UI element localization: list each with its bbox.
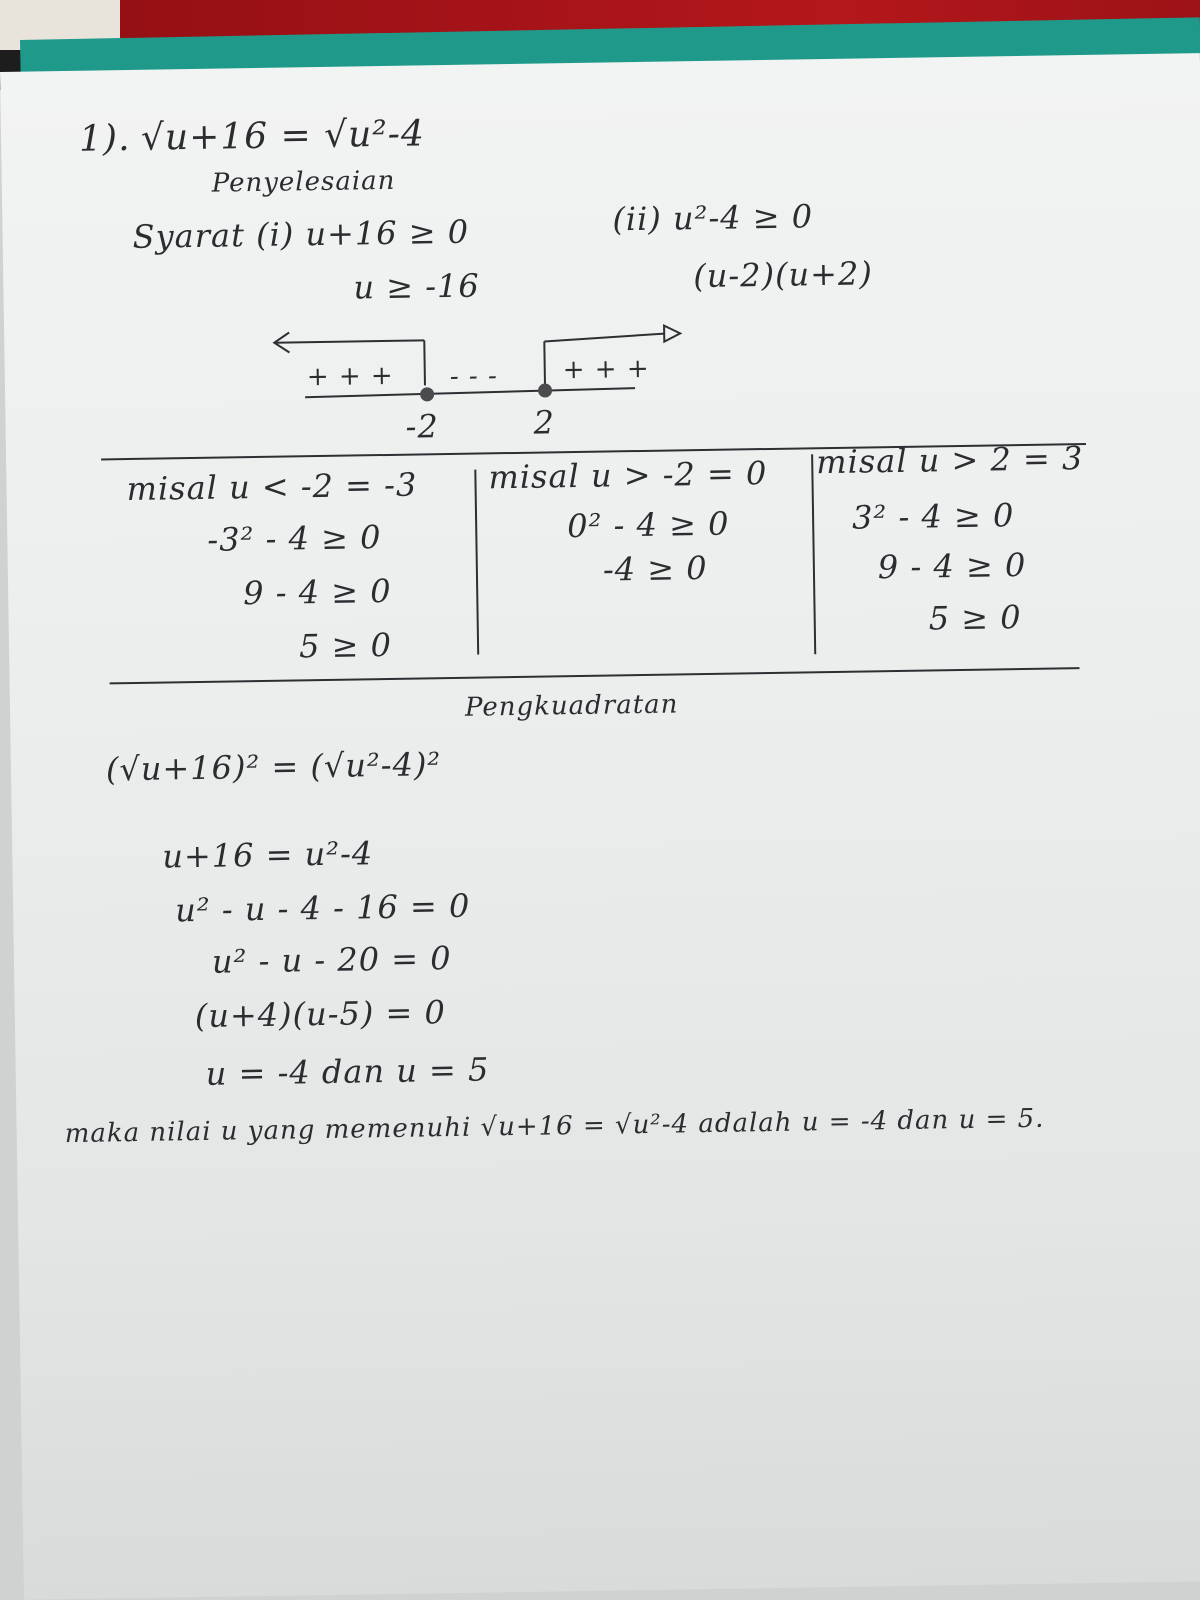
squaring-step-6: u = -4 dan u = 5: [205, 1050, 490, 1093]
test-1-line-1: -3² - 4 ≥ 0: [207, 518, 382, 559]
right-bracket: [544, 341, 545, 383]
test-1-head: misal u < -2 = -3: [126, 465, 418, 509]
syarat-ii: (ii) u²-4 ≥ 0: [612, 197, 814, 239]
sign-right: + + +: [562, 353, 650, 386]
test-3-line-1: 3² - 4 ≥ 0: [851, 496, 1015, 537]
squaring-step-2: u+16 = u²-4: [162, 834, 374, 876]
right-arrow-head: [664, 325, 680, 341]
squaring-step-3: u² - u - 4 - 16 = 0: [174, 886, 471, 930]
problem-number: 1).: [78, 117, 131, 160]
label-two: 2: [533, 403, 556, 442]
syarat-i-result: u ≥ -16: [353, 266, 481, 307]
test-1-line-3: 5 ≥ 0: [298, 625, 393, 666]
pengkuadratan-heading: Pengkuadratan: [464, 689, 679, 723]
test-1-line-2: 9 - 4 ≥ 0: [242, 571, 392, 613]
conclusion-text: maka nilai u yang memenuhi √u+16 = √u²-4 adalah u = -4 dan u = 5.: [64, 1103, 1045, 1150]
sign-left: + + +: [306, 360, 394, 393]
left-bracket: [424, 340, 425, 385]
syarat-ii-factor: (u-2)(u+2): [692, 254, 874, 296]
sign-mid: - - -: [449, 361, 498, 392]
point-minus-two: [420, 387, 434, 401]
syarat-i: Syarat (i) u+16 ≥ 0: [132, 212, 470, 256]
test-3-head: misal u > 2 = 3: [815, 439, 1084, 482]
divider-bottom: [110, 667, 1080, 684]
test-2-line-2: -4 ≥ 0: [602, 548, 708, 589]
test-3-line-2: 9 - 4 ≥ 0: [877, 545, 1027, 587]
squaring-step-1: (√u+16)² = (√u²-4)²: [105, 745, 442, 789]
left-arrow-line: [274, 340, 424, 342]
test-3-line-3: 5 ≥ 0: [928, 598, 1022, 638]
test-2-line-1: 0² - 4 ≥ 0: [566, 504, 730, 546]
squaring-step-4: u² - u - 20 = 0: [211, 939, 452, 981]
problem-equation: √u+16 = √u²-4: [140, 113, 426, 159]
squaring-step-5: (u+4)(u-5) = 0: [194, 993, 447, 1036]
penyelesaian-heading: Penyelesaian: [211, 165, 396, 199]
right-arrow-line: [544, 334, 664, 342]
test-2-head: misal u > -2 = 0: [488, 453, 768, 497]
point-two: [538, 383, 552, 397]
paper-sheet: [0, 53, 1200, 1600]
label-minus-two: -2: [405, 407, 440, 446]
